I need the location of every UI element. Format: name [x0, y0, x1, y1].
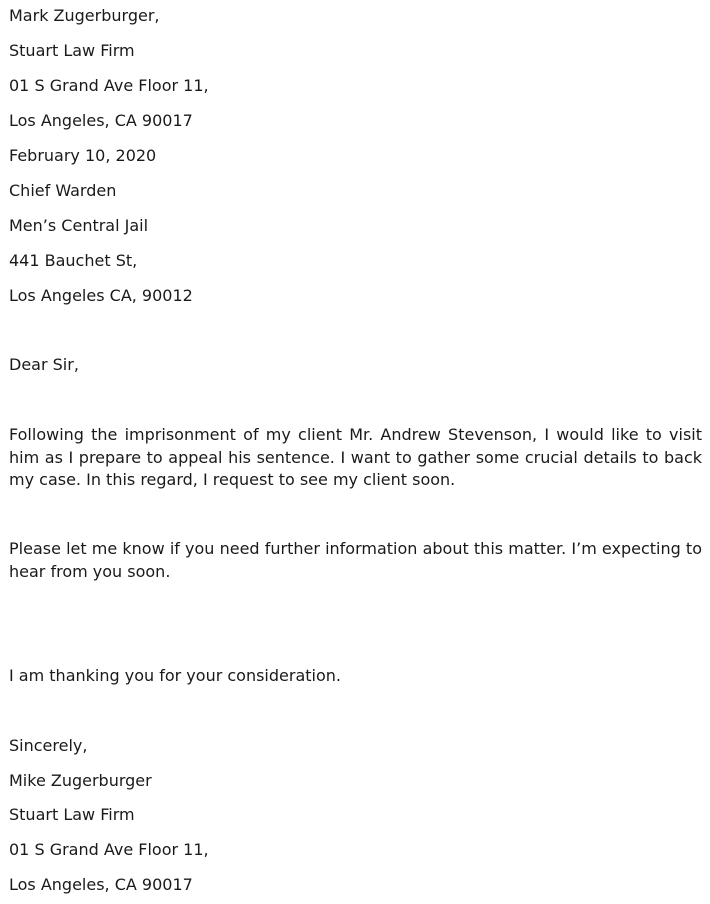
- closing-name: Mike Zugerburger: [9, 771, 152, 790]
- closing-address: 01 S Grand Ave Floor 11,: [9, 840, 209, 859]
- body-paragraph-2: Please let me know if you need further information about this matter. I’m expecting to hear from you soon.: [9, 539, 702, 581]
- recipient-institution: Men’s Central Jail: [9, 216, 149, 235]
- recipient-city: Los Angeles CA, 90012: [9, 286, 193, 305]
- recipient-address: 441 Bauchet St,: [9, 251, 138, 270]
- closing-valediction: Sincerely,: [9, 736, 88, 755]
- sender-firm: Stuart Law Firm: [9, 41, 135, 60]
- sender-name: Mark Zugerburger,: [9, 6, 160, 25]
- sender-city: Los Angeles, CA 90017: [9, 111, 193, 130]
- sender-address: 01 S Grand Ave Floor 11,: [9, 76, 209, 95]
- closing-firm: Stuart Law Firm: [9, 805, 135, 824]
- closing-city: Los Angeles, CA 90017: [9, 875, 193, 894]
- salutation: Dear Sir,: [9, 355, 79, 374]
- body-paragraph-3: I am thanking you for your consideration.: [9, 666, 341, 685]
- letter-date: February 10, 2020: [9, 146, 157, 165]
- recipient-title: Chief Warden: [9, 181, 117, 200]
- body-paragraph-1: Following the imprisonment of my client Mr. Andrew Stevenson, I would like to visit him as I prepare to appeal his sentence. I want to gather some crucial details to back my case. In this regard, I request to see my client soon.: [9, 425, 702, 489]
